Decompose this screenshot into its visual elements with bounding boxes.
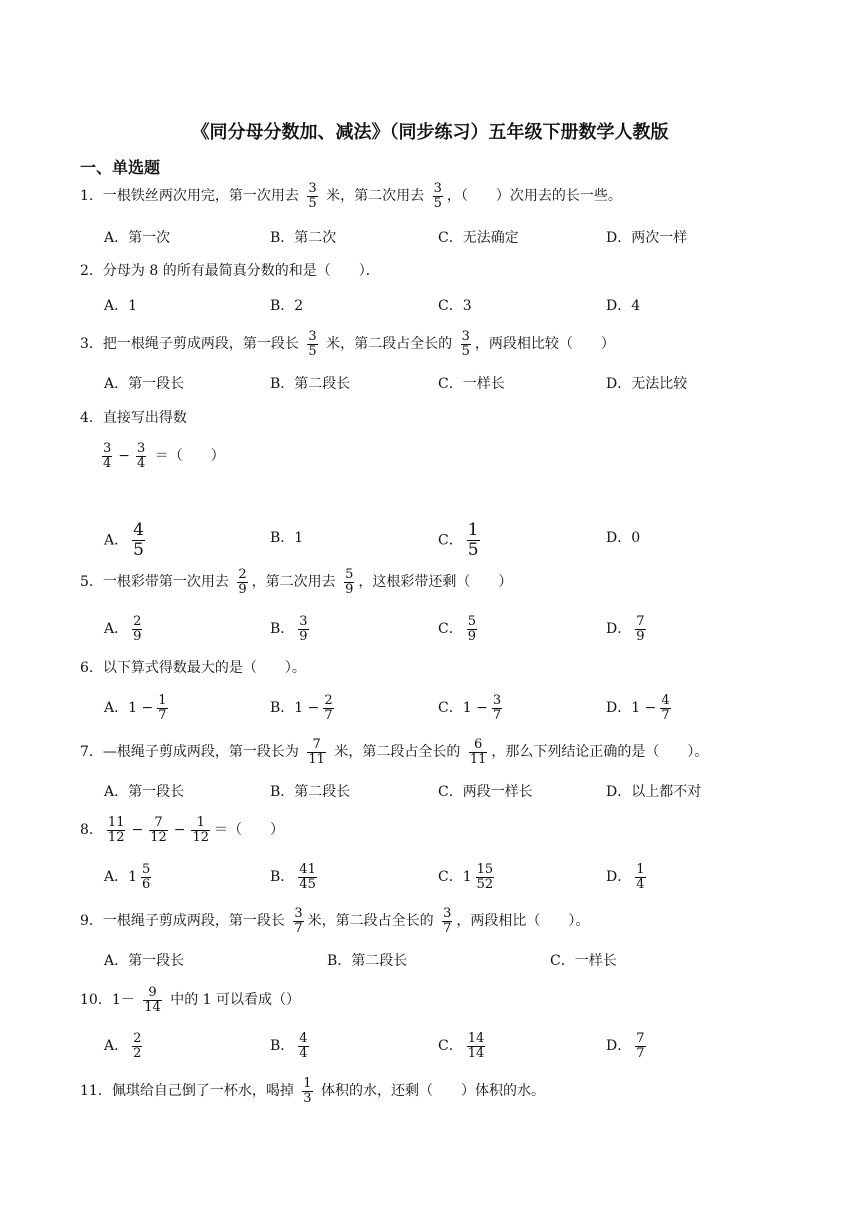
question-10 (80, 985, 300, 1015)
option-d[interactable]: D． $\frac{1}{4}$ (606, 861, 645, 892)
fraction: $\frac{5}{9}$ (467, 613, 476, 644)
option-c[interactable]: C．一样长 (438, 376, 505, 392)
denominator: 5 (433, 195, 442, 211)
denominator: 5 (308, 343, 317, 359)
numerator: 3 (308, 180, 317, 196)
question-text: 一根绳子剪成两段，第一段长 (102, 913, 285, 929)
question-text: 佩琪给自己倒了一杯水，喝掉 (111, 1083, 294, 1099)
option-d[interactable]: D．4 (606, 298, 641, 314)
question-number: 11． (80, 1083, 112, 1099)
fraction (102, 442, 112, 471)
question-text: 米，第二段占全长的 (326, 336, 453, 352)
fraction (461, 330, 471, 359)
question-text: ，两段相比较（ ） (474, 336, 615, 352)
option-c[interactable]: C． $\frac{1}{5}$ (438, 520, 479, 560)
fraction: $\frac{1}{5}$ (467, 520, 479, 560)
question-text: 米，第二次用去 (326, 188, 425, 204)
question-6 (80, 653, 306, 683)
question-text: 米，第二段占全长的 (334, 744, 461, 760)
question-number: 8． (80, 822, 103, 838)
option-c[interactable]: C．3 (438, 298, 472, 314)
expression-tail: ＝（ ） (214, 822, 285, 838)
fraction: $\frac{7}{9}$ (636, 613, 645, 644)
options-row (104, 860, 804, 894)
numerator: 7 (154, 814, 163, 830)
option-d[interactable]: D． $\frac{7}{9}$ (606, 613, 645, 644)
options-row (104, 367, 804, 401)
options-row (104, 612, 804, 646)
option-c[interactable]: C．一样长 (550, 953, 617, 969)
question-number: 2． (80, 263, 103, 279)
question-text: 中的 1 可以看成（） (170, 992, 301, 1008)
question-text: 把一根绳子剪成两段，第一段长 (102, 336, 299, 352)
fraction: $\frac{4}{5}$ (133, 520, 144, 560)
fraction (442, 907, 452, 936)
options-row (104, 221, 804, 255)
question-number: 1． (80, 188, 103, 204)
fraction (149, 816, 168, 845)
options-row (104, 289, 804, 323)
numerator: 1 (196, 814, 205, 830)
numerator: 2 (238, 566, 247, 582)
options-row (104, 1029, 804, 1063)
numerator: 5 (345, 566, 354, 582)
denominator: 12 (107, 829, 125, 845)
numerator: 1 (303, 1075, 312, 1091)
option-b[interactable]: B．第二段长 (327, 953, 408, 969)
option-c[interactable]: C．1 $\frac{15}{52}$ (438, 861, 494, 892)
denominator: 3 (303, 1090, 312, 1106)
fraction (143, 986, 162, 1015)
question-text: 米，第二段占全长的 (307, 913, 434, 929)
question-text: —根绳子剪成两段，第一段长为 (102, 744, 299, 760)
question-text: 一根彩带第一次用去 (102, 574, 229, 590)
question-text: 体积的水，还剩（ ）体积的水。 (321, 1083, 546, 1099)
operator: − (131, 822, 144, 838)
denominator: 11 (469, 751, 487, 767)
question-text: ，那么下列结论正确的是（ ）。 (491, 744, 709, 760)
denominator: 5 (461, 343, 470, 359)
denominator: 12 (150, 829, 167, 845)
question-4 (80, 403, 187, 433)
option-b[interactable]: B．1 (270, 530, 304, 546)
numerator: 11 (107, 814, 125, 830)
fraction (307, 738, 326, 767)
numerator: 3 (103, 440, 112, 456)
fraction (293, 907, 303, 936)
fraction: $\frac{14}{14}$ (467, 1030, 485, 1061)
question-number: 10． (80, 992, 112, 1008)
option-a[interactable]: A．第一次 (104, 230, 171, 246)
fraction (307, 330, 317, 359)
fraction: $\frac{1}{7}$ (158, 692, 167, 723)
fraction: $\frac{15}{52}$ (476, 861, 494, 892)
option-d[interactable]: D．1 − $\frac{4}{7}$ (606, 692, 670, 723)
option-c[interactable]: C． $\frac{14}{14}$ (438, 1030, 485, 1061)
fraction: $\frac{4}{7}$ (661, 692, 670, 723)
option-b[interactable]: B．第二次 (270, 230, 337, 246)
question-number: 4． (80, 410, 103, 426)
numerator: 7 (312, 736, 321, 752)
option-d[interactable]: D．无法比较 (606, 376, 688, 392)
fraction (302, 1077, 312, 1106)
page-title: 《同分母分数加、减法》（同步练习）五年级下册数学人教版 (191, 122, 669, 143)
option-d[interactable]: D．0 (606, 530, 641, 546)
fraction: $\frac{5}{6}$ (142, 861, 151, 892)
fraction (136, 442, 146, 471)
option-b[interactable]: B．2 (270, 298, 304, 314)
option-d[interactable]: D． $\frac{7}{7}$ (606, 1030, 645, 1061)
question-text: ，第二次用去 (251, 574, 336, 590)
question-9 (80, 906, 589, 936)
option-c[interactable]: C．1 − $\frac{3}{7}$ (438, 692, 502, 723)
denominator: 14 (144, 999, 161, 1015)
question-1 (80, 181, 622, 211)
question-4-expression (98, 441, 225, 471)
fraction (107, 816, 126, 845)
options-row (104, 775, 804, 809)
fraction (237, 568, 247, 597)
fraction: $\frac{2}{9}$ (133, 613, 142, 644)
option-a[interactable]: A．第一段长 (104, 376, 185, 392)
options-row (104, 520, 804, 560)
question-text: 分母为 8 的所有最简真分数的和是（ ）． (102, 263, 380, 279)
fraction (307, 182, 317, 211)
fraction: $\frac{41}{45}$ (299, 861, 316, 892)
denominator: 5 (308, 195, 317, 211)
denominator: 4 (137, 455, 146, 471)
numerator: 3 (433, 180, 442, 196)
question-8 (80, 815, 284, 845)
question-text: ，这根彩带还剩（ ） (358, 574, 513, 590)
numerator: 3 (137, 440, 146, 456)
operator: − (173, 822, 186, 838)
question-number: 7． (80, 744, 103, 760)
fraction: $\frac{3}{9}$ (299, 613, 308, 644)
option-a[interactable]: A． $\frac{4}{5}$ (104, 520, 144, 560)
option-a[interactable]: A．第一段长 (104, 953, 185, 969)
section-heading: 一、单选题 (80, 158, 161, 177)
question-text: ，（ ）次用去的长一些。 (446, 188, 622, 204)
fraction (433, 182, 443, 211)
fraction: $\frac{2}{2}$ (133, 1030, 142, 1061)
option-a[interactable]: A． $\frac{2}{2}$ (104, 1030, 142, 1061)
numerator: 3 (294, 905, 303, 921)
option-a[interactable]: A．1 $\frac{5}{6}$ (104, 861, 151, 892)
question-text: 1－ (111, 992, 135, 1008)
question-text: 以下算式得数最大的是（ ）。 (102, 660, 306, 676)
question-text: 一根铁丝两次用完，第一次用去 (102, 188, 299, 204)
question-text: 直接写出得数 (102, 410, 187, 426)
numerator: 3 (443, 905, 452, 921)
question-number: 6． (80, 660, 103, 676)
question-3 (80, 329, 615, 359)
question-11 (80, 1076, 545, 1106)
option-a[interactable]: A．1 (104, 298, 138, 314)
fraction: $\frac{4}{4}$ (299, 1030, 308, 1061)
expression-tail: ＝（ ） (154, 448, 225, 464)
fraction: $\frac{2}{7}$ (324, 692, 333, 723)
option-d[interactable]: D．两次一样 (606, 230, 688, 246)
question-number: 3． (80, 336, 103, 352)
option-a[interactable]: A．第一段长 (104, 784, 185, 800)
option-b[interactable]: B． $\frac{4}{4}$ (270, 1030, 308, 1061)
option-b[interactable]: B． $\frac{41}{45}$ (270, 861, 316, 892)
option-b[interactable]: B．第二段长 (270, 784, 351, 800)
question-number: 9． (80, 913, 103, 929)
question-7 (80, 737, 708, 767)
fraction (469, 738, 488, 767)
fraction: $\frac{1}{4}$ (636, 861, 645, 892)
denominator: 4 (103, 455, 112, 471)
numerator: 3 (308, 328, 317, 344)
numerator: 6 (473, 736, 483, 752)
numerator: 9 (148, 984, 157, 1000)
question-text: ，两段相比（ ）。 (456, 913, 590, 929)
numerator: 3 (461, 328, 470, 344)
option-d[interactable]: D．以上都不对 (606, 784, 702, 800)
question-number: 5． (80, 574, 103, 590)
denominator: 9 (238, 581, 247, 597)
question-2 (80, 256, 380, 286)
denominator: 7 (294, 920, 303, 936)
denominator: 11 (308, 751, 325, 767)
denominator: 9 (345, 581, 354, 597)
operator: − (118, 448, 131, 464)
options-row (104, 944, 804, 978)
option-b[interactable]: B． $\frac{3}{9}$ (270, 613, 308, 644)
option-c[interactable]: C． $\frac{5}{9}$ (438, 613, 476, 644)
denominator: 12 (192, 829, 210, 845)
options-row (104, 691, 804, 725)
option-b[interactable]: B．1 − $\frac{2}{7}$ (270, 692, 333, 723)
fraction (344, 568, 354, 597)
option-a[interactable]: A．1 − $\frac{1}{7}$ (104, 692, 167, 723)
option-a[interactable]: A． $\frac{2}{9}$ (104, 613, 142, 644)
fraction: $\frac{7}{7}$ (636, 1030, 645, 1061)
denominator: 7 (443, 920, 452, 936)
fraction: $\frac{3}{7}$ (492, 692, 502, 723)
option-c[interactable]: C．无法确定 (438, 230, 519, 246)
option-c[interactable]: C．两段一样长 (438, 784, 533, 800)
fraction (191, 816, 210, 845)
question-5 (80, 567, 512, 597)
option-b[interactable]: B．第二段长 (270, 376, 351, 392)
